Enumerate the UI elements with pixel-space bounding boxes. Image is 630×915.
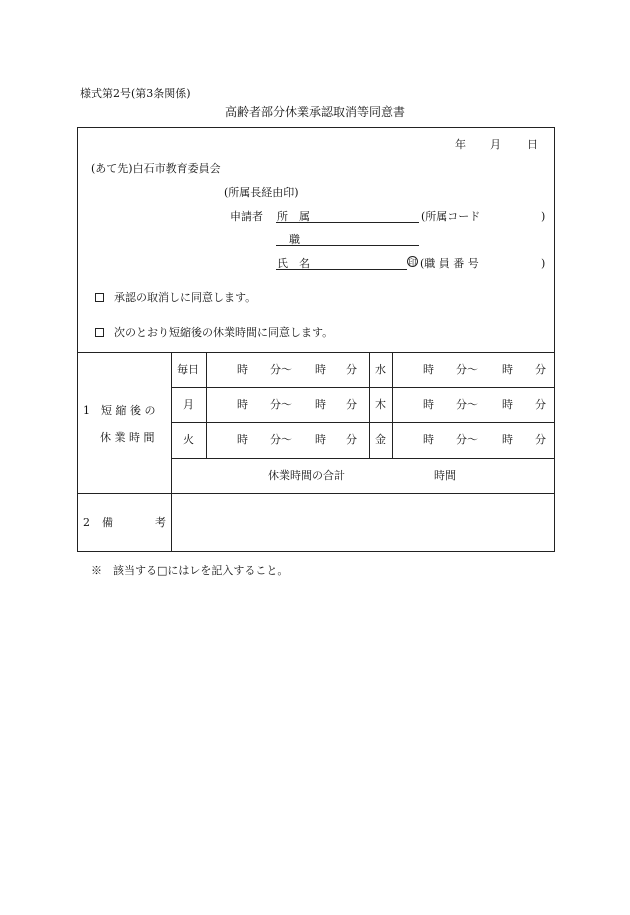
hour-unit: 時 xyxy=(315,433,326,446)
form-frame xyxy=(77,127,555,552)
schedule-section-label-line2: 休 業 時 間 xyxy=(100,431,155,444)
affiliation-field[interactable] xyxy=(276,222,419,223)
addressee: (あて先)白石市教育委員会 xyxy=(91,162,221,175)
remarks-field[interactable] xyxy=(172,494,554,551)
day-tuesday: 火 xyxy=(183,433,194,446)
day-column-line-right xyxy=(392,352,393,458)
date-month-label: 月 xyxy=(490,138,501,151)
hour-unit: 時 xyxy=(237,398,248,411)
option-agree-shortened[interactable] xyxy=(95,327,333,338)
hour-unit: 時 xyxy=(423,398,434,411)
seal-mark: 印 xyxy=(408,258,417,267)
minute-unit: 分 xyxy=(346,363,357,376)
remarks-label-b: 考 xyxy=(155,516,166,529)
day-column-line-mid xyxy=(369,352,370,458)
via-principal-seal: (所属長経由印) xyxy=(224,186,299,199)
footnote: ※ 該当する□にはレを記入すること。 xyxy=(91,564,289,577)
name-field[interactable] xyxy=(276,269,407,270)
remarks-number: 2 xyxy=(83,516,90,529)
minute-unit: 分 xyxy=(535,398,546,411)
cancel-approval-text: 承認の取消しに同意します。 xyxy=(114,291,257,304)
applicant-label: 申請者 xyxy=(230,210,263,223)
staff-number-label: (職 員 番 号 xyxy=(420,257,479,270)
minute-to-unit: 分～ xyxy=(270,433,292,446)
minute-to-unit: 分～ xyxy=(270,363,292,376)
total-hours-label: 休業時間の合計 xyxy=(268,469,345,482)
affiliation-code-close: ) xyxy=(541,210,546,223)
minute-to-unit: 分～ xyxy=(456,363,478,376)
hour-unit: 時 xyxy=(502,433,513,446)
option-cancel-approval[interactable] xyxy=(95,292,256,303)
hour-unit: 時 xyxy=(315,363,326,376)
minute-to-unit: 分～ xyxy=(270,398,292,411)
row-line-2 xyxy=(171,422,555,423)
agree-shortened-text: 次のとおり短縮後の休業時間に同意します。 xyxy=(114,326,334,339)
name-label: 氏 名 xyxy=(277,257,310,270)
hour-unit: 時 xyxy=(502,363,513,376)
hour-unit: 時 xyxy=(237,363,248,376)
position-field[interactable] xyxy=(276,245,419,246)
day-monday: 月 xyxy=(183,398,194,411)
day-thursday: 木 xyxy=(375,398,386,411)
cancel-approval-checkbox[interactable] xyxy=(95,293,104,302)
date-day-label: 日 xyxy=(527,138,538,151)
remarks-label-a: 備 xyxy=(102,516,113,529)
minute-unit: 分 xyxy=(346,433,357,446)
document-title: 高齢者部分休業承認取消等同意書 xyxy=(224,105,405,119)
minute-unit: 分 xyxy=(346,398,357,411)
day-friday: 金 xyxy=(375,433,386,446)
hour-unit: 時 xyxy=(423,433,434,446)
schedule-section-label-line1: 1 短 縮 後 の xyxy=(83,404,156,417)
affiliation-code-label: (所属コード xyxy=(421,210,481,223)
hour-unit: 時 xyxy=(315,398,326,411)
date-year-label: 年 xyxy=(455,138,466,151)
total-hours-unit: 時間 xyxy=(434,469,456,482)
position-label: 職 xyxy=(289,233,300,246)
day-column-line-left xyxy=(206,352,207,458)
day-everyday: 毎日 xyxy=(177,363,199,376)
hour-unit: 時 xyxy=(502,398,513,411)
hour-unit: 時 xyxy=(423,363,434,376)
hour-unit: 時 xyxy=(237,433,248,446)
minute-to-unit: 分～ xyxy=(456,398,478,411)
form-number: 様式第2号(第3条関係) xyxy=(80,87,191,100)
row-line-3 xyxy=(171,458,555,459)
affiliation-label: 所 属 xyxy=(277,210,310,223)
row-line-1 xyxy=(171,387,555,388)
day-wednesday: 水 xyxy=(375,363,386,376)
minute-unit: 分 xyxy=(535,363,546,376)
table-top-line xyxy=(77,352,555,353)
staff-number-close: ) xyxy=(541,257,546,270)
agree-shortened-checkbox[interactable] xyxy=(95,328,104,337)
minute-to-unit: 分～ xyxy=(456,433,478,446)
minute-unit: 分 xyxy=(535,433,546,446)
